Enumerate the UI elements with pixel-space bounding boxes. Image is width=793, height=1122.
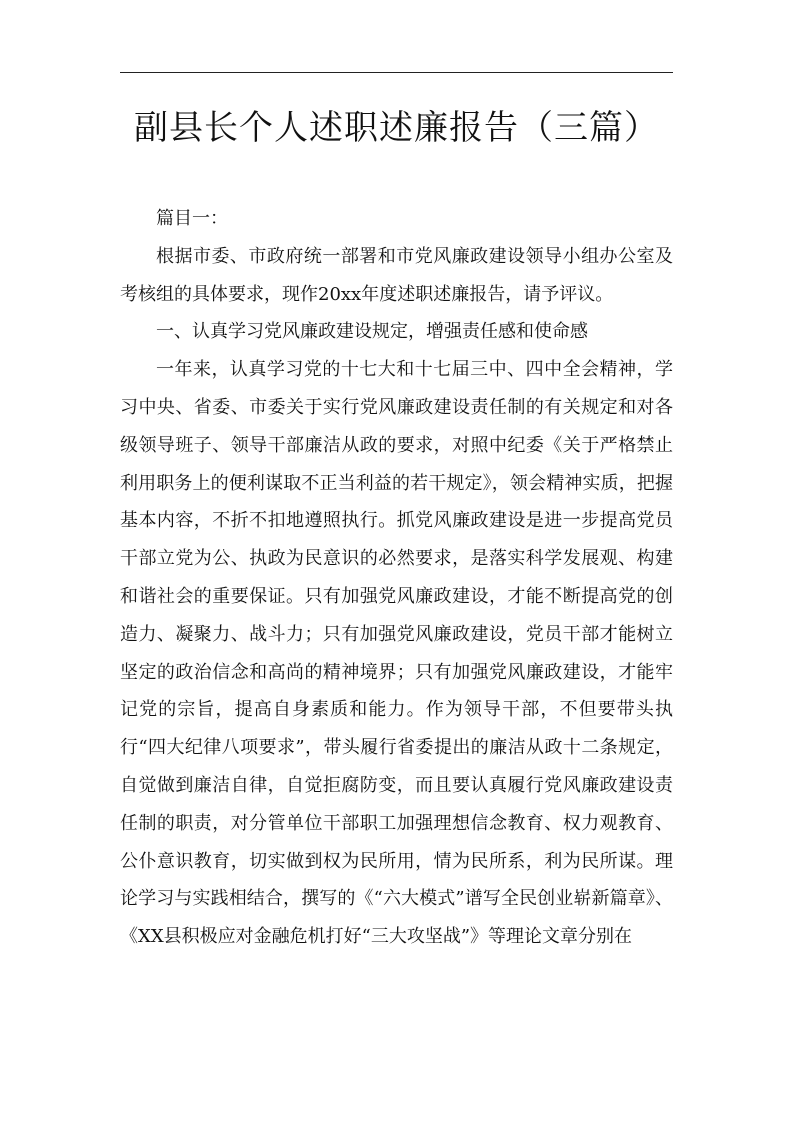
section-label: 篇目一： (156, 208, 228, 229)
document-title: 副县长个人述职述廉报告（三篇） (134, 108, 659, 148)
document-body (120, 200, 673, 956)
section-heading: 一、认真学习党风廉政建设规定，增强责任感和使命感 (156, 321, 588, 343)
paragraph: 一年来，认真学习党的十七大和十七届三中、四中全会精神，学习中央、省委、市委关于实行党风廉政建设责任制的有关规定和对各级领导班子、领导干部廉洁从政的要求，对照中纪委《关于严格禁止利用职务上的便利谋取不正当利益的若干规定》，领会精神实质，把握基本内容，不折不扣地遵照执行。抓党风廉政建设是进一步提高党员干部立党为公、执政为民意识的必然要求，是落实科学发展观、构建和谐社会的重要保证。只有加强党风廉政建设，才能不断提高党的创造力、凝聚力、战斗力；只有加强党风廉政建设，党员干部才能树立坚定的政治信念和高尚的精神境界；只有加强党风廉政建设，才能牢记党的宗旨，提高自身素质和能力。作为领导干部，不但要带头执行“四大纪律八项要求”，带头履行省委提出的廉洁从政十二条规定，自觉做到廉洁自律，自觉拒腐防变，而且要认真履行党风廉政建设责任制的职责，对分管单位干部职工加强理想信念教育、权力观教育、公仆意识教育，切实做到权为民所用，情为民所系，利为民所谋。理论学习与实践相结合，撰写的《“六大模式”谱写全民创业崭新篇章》、《XX县积极应对金融危机打好“三大攻坚战”》等理论文章分别在 (120, 359, 673, 948)
paragraph: 根据市委、市政府统一部署和市党风廉政建设领导小组办公室及考核组的具体要求，现作20xx年度述职述廉报告，请予评议。 (120, 245, 673, 305)
header-rule (120, 72, 673, 73)
